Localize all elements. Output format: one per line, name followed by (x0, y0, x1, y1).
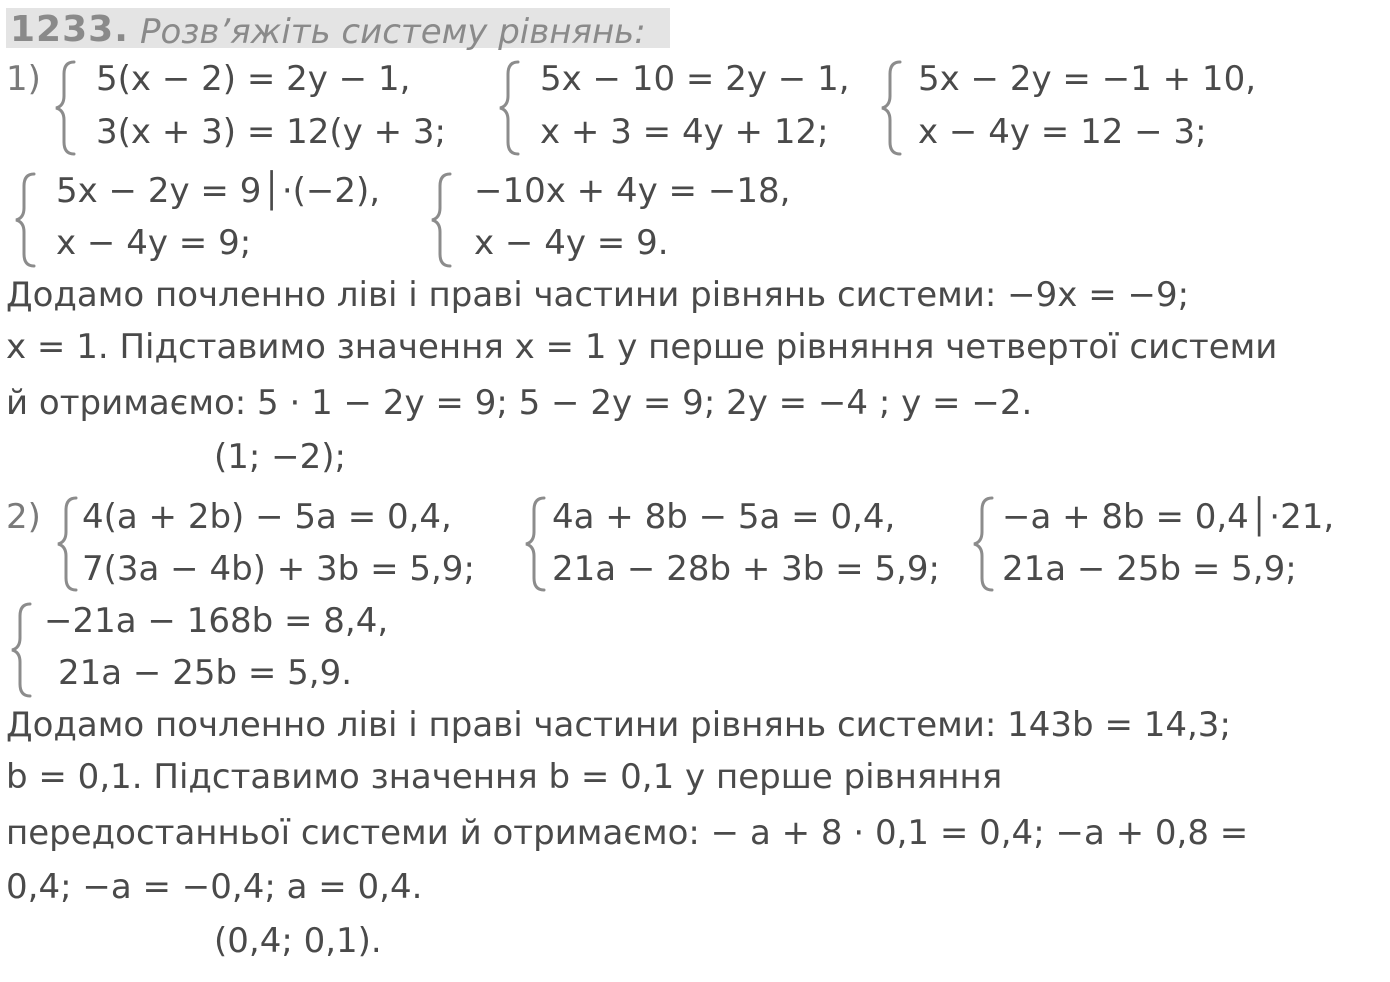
part1-s4-eq2: x − 4y = 9; (56, 223, 252, 263)
part1-s3-eq2: x − 4y = 12 − 3; (918, 112, 1207, 152)
part2-s3-eq2: 21a − 25b = 5,9; (1002, 549, 1297, 589)
part1-s5-eq2: x − 4y = 9. (474, 223, 669, 263)
part2-s1-brace (54, 494, 84, 594)
part1-text-line: Додамо почленно ліві і праві частини рівнянь системи: −9x = −9; (6, 275, 1190, 315)
part2-s4-brace (8, 600, 38, 700)
part2-s4-eq2: 21a − 25b = 5,9. (58, 653, 353, 693)
part1-label: 1) (6, 59, 41, 99)
exercise-title: Розв’яжіть систему рівнянь: (140, 12, 646, 52)
part1-s2-brace (496, 58, 526, 158)
part2-text-line: передостанньої системи й отримаємо: − a + 8 · 0,1 = 0,4; −a + 0,8 = (6, 813, 1249, 853)
part1-s5-brace (428, 170, 458, 270)
part2-s3-eq1: −a + 8b = 0,4│·21, (1002, 497, 1335, 537)
part2-s2-eq1: 4a + 8b − 5a = 0,4, (552, 497, 896, 537)
part1-answer: (1; −2); (214, 437, 346, 477)
part1-s5-eq1: −10x + 4y = −18, (474, 171, 791, 211)
part1-s2-eq2: x + 3 = 4y + 12; (540, 112, 829, 152)
part2-text-line: Додамо почленно ліві і праві частини рівнянь системи: 143b = 14,3; (6, 705, 1231, 745)
exercise-header (6, 8, 670, 52)
part1-s2-eq1: 5x − 10 = 2y − 1, (540, 59, 850, 99)
part1-s4-eq1: 5x − 2y = 9│·(−2), (56, 171, 381, 211)
part2-text-line: 0,4; −a = −0,4; a = 0,4. (6, 867, 423, 907)
part2-s2-brace (522, 494, 552, 594)
exercise-number: 1233. (10, 9, 129, 50)
part2-label: 2) (6, 497, 41, 537)
part2-s2-eq2: 21a − 28b + 3b = 5,9; (552, 549, 940, 589)
part1-s1-eq1: 5(x − 2) = 2y − 1, (96, 59, 411, 99)
part2-s1-eq2: 7(3a − 4b) + 3b = 5,9; (82, 549, 475, 589)
part2-s3-brace (970, 494, 1000, 594)
part1-s1-eq2: 3(x + 3) = 12(y + 3; (96, 112, 446, 152)
part1-text-line: й отримаємо: 5 · 1 − 2y = 9; 5 − 2y = 9; 2y = −4 ; y = −2. (6, 383, 1033, 423)
part1-s3-eq1: 5x − 2y = −1 + 10, (918, 59, 1257, 99)
part1-s4-brace (12, 170, 42, 270)
part1-s3-brace (878, 58, 908, 158)
part2-text-line: b = 0,1. Підставимо значення b = 0,1 у перше рівняння (6, 757, 1003, 797)
part1-text-line: x = 1. Підставимо значення x = 1 у перше рівняння четвертої системи (6, 327, 1278, 367)
part2-s4-eq1: −21a − 168b = 8,4, (44, 601, 389, 641)
part2-s1-eq1: 4(a + 2b) − 5a = 0,4, (82, 497, 452, 537)
part2-answer: (0,4; 0,1). (214, 921, 382, 961)
part1-s1-brace (52, 58, 82, 158)
